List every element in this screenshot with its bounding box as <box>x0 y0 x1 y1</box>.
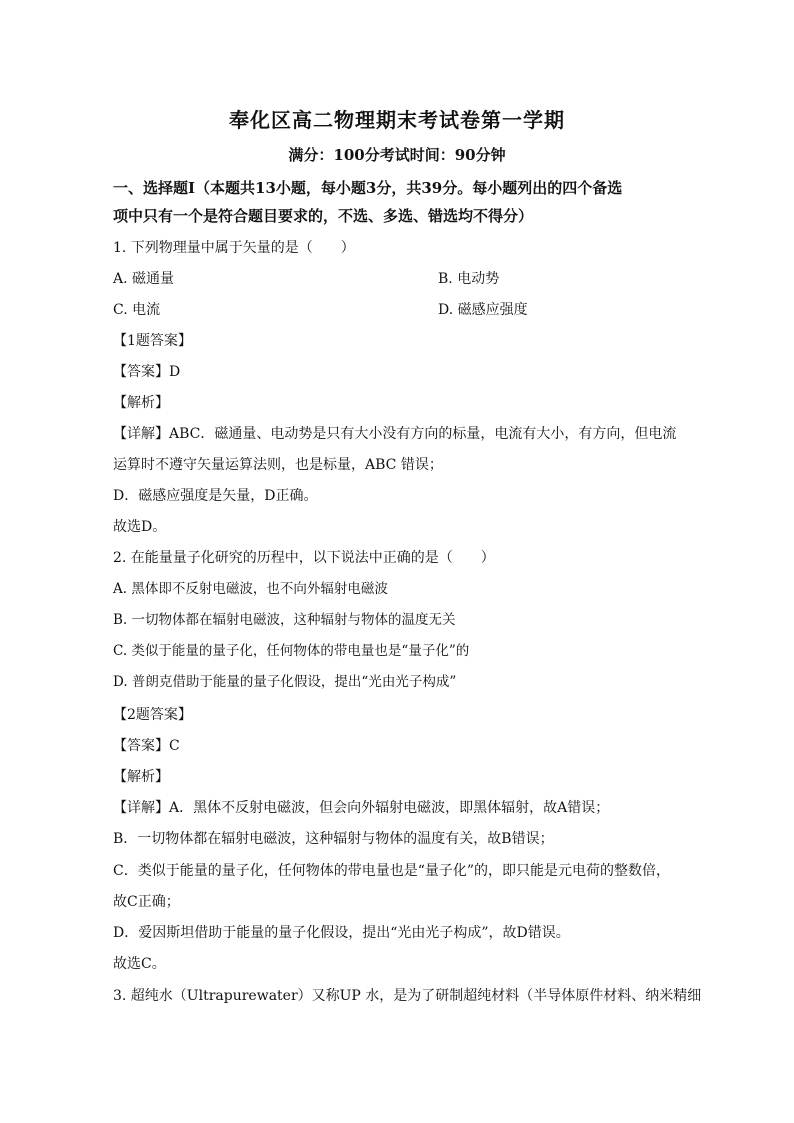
question-1-detail-line-3: D．磁感应强度是矢量，D正确。 <box>113 488 318 504</box>
question-1-stem: 1. 下列物理量中属于矢量的是（ ） <box>113 240 355 256</box>
question-2-option-d: D. 普朗克借助于能量的量子化假设，提出“光由光子构成” <box>113 674 457 690</box>
question-2-analysis-label: 【解析】 <box>113 769 169 785</box>
section-heading-line-1: 一、选择题Ⅰ（本题共13小题，每小题3分，共39分。每小题列出的四个备选 <box>113 179 623 197</box>
page-title: 奉化区高二物理期末考试卷第一学期 <box>229 108 565 132</box>
question-2-detail-line-2: B．一切物体都在辐射电磁波，这种辐射与物体的温度有关，故B错误； <box>113 831 554 847</box>
question-1-analysis-label: 【解析】 <box>113 395 169 411</box>
question-2-conclusion: 故选C。 <box>113 956 166 972</box>
section-heading-line-2: 项中只有一个是符合题目要求的，不选、多选、错选均不得分） <box>113 207 534 225</box>
question-1-answer-header: 【1题答案】 <box>113 333 192 349</box>
question-2-option-b: B. 一切物体都在辐射电磁波，这种辐射与物体的温度无关 <box>113 612 456 628</box>
question-1-conclusion: 故选D。 <box>113 519 167 535</box>
question-2-answer-header: 【2题答案】 <box>113 707 192 723</box>
question-1-option-c: C. 电流 <box>113 302 161 318</box>
question-2-detail-line-1: 【详解】A．黑体不反射电磁波，但会向外辐射电磁波，即黑体辐射，故A错误； <box>113 800 610 816</box>
question-2-detail-line-5: D．爱因斯坦借助于能量的量子化假设，提出“光由光子构成”，故D错误。 <box>113 925 570 941</box>
exam-info: 满分：100分考试时间：90分钟 <box>288 146 506 164</box>
question-1-answer: 【答案】D <box>113 364 181 380</box>
question-2-detail-line-3: C．类似于能量的量子化，任何物体的带电量也是“量子化”的，即只能是元电荷的整数倍， <box>113 863 671 879</box>
question-2-option-c: C. 类似于能量的量子化，任何物体的带电量也是“量子化”的 <box>113 643 470 659</box>
question-1-option-a: A. 磁通量 <box>113 271 175 287</box>
question-2-option-a: A. 黑体即不反射电磁波，也不向外辐射电磁波 <box>113 581 388 597</box>
question-2-stem: 2. 在能量量子化研究的历程中，以下说法中正确的是（ ） <box>113 550 495 566</box>
question-1-detail-line-1: 【详解】ABC．磁通量、电动势是只有大小没有方向的标量，电流有大小，有方向，但电流 <box>113 426 677 442</box>
question-1-detail-line-2: 运算时不遵守矢量运算法则，也是标量，ABC 错误； <box>113 457 443 473</box>
question-2-answer: 【答案】C <box>113 738 180 754</box>
question-3-stem: 3. 超纯水（Ultrapurewater）又称UP 水，是为了研制超纯材料（半导体原件材料、纳米精细 <box>113 988 702 1004</box>
question-2-detail-line-4: 故C正确； <box>113 894 180 910</box>
question-1-option-d: D. 磁感应强度 <box>438 302 528 318</box>
question-1-option-b: B. 电动势 <box>438 271 500 287</box>
